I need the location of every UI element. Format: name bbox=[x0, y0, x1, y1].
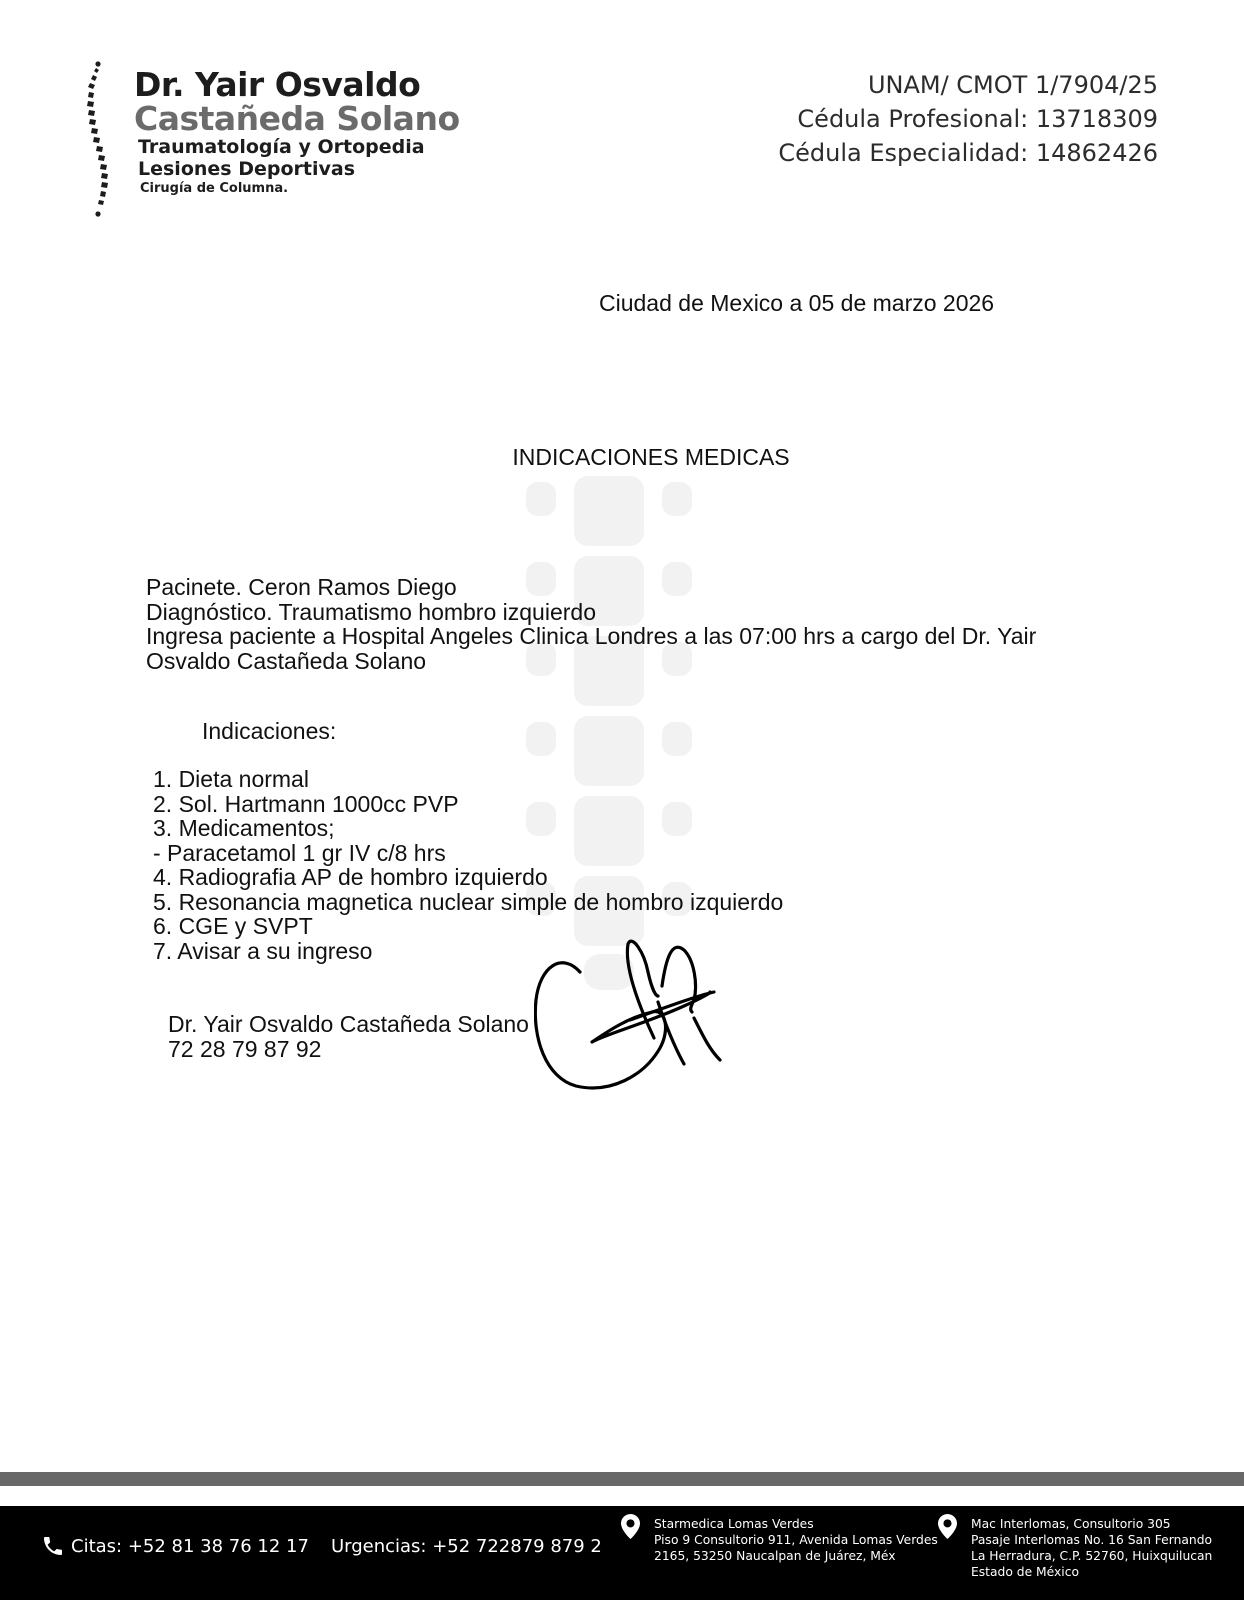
contact-phones bbox=[71, 1536, 602, 1557]
list-item: 6. CGE y SVPT bbox=[153, 913, 313, 939]
document-title: INDICACIONES MEDICAS bbox=[512, 444, 790, 470]
footer-stripe bbox=[0, 1472, 1244, 1486]
spine-logo-icon bbox=[84, 58, 118, 222]
address-interlomas bbox=[971, 1516, 1212, 1580]
specialty-sports-injuries: Lesiones Deportivas bbox=[138, 158, 355, 180]
address-line: Mac Interlomas, Consultorio 305 bbox=[971, 1517, 1171, 1531]
location-pin-icon bbox=[621, 1514, 640, 1539]
list-item: 5. Resonancia magnetica nuclear simple de hombro izquierdo bbox=[153, 888, 784, 915]
address-starmedica bbox=[654, 1516, 938, 1564]
specialty-traumatology: Traumatología y Ortopedia bbox=[138, 136, 425, 158]
address-line: Piso 9 Consultorio 911, Avenida Lomas Verdes bbox=[654, 1533, 938, 1547]
address-line: Starmedica Lomas Verdes bbox=[654, 1517, 814, 1531]
list-item: 1. Dieta normal bbox=[153, 766, 309, 792]
credential-cmot: UNAM/ CMOT 1/7904/25 bbox=[867, 71, 1158, 99]
specialty-spine-surgery: Cirugía de Columna. bbox=[140, 181, 289, 196]
doctor-name-line-2: Castañeda Solano bbox=[134, 99, 460, 138]
address-line: 2165, 53250 Naucalpan de Juárez, Méx bbox=[654, 1549, 896, 1563]
footer-bar bbox=[0, 1506, 1244, 1600]
list-item: 7. Avisar a su ingreso bbox=[153, 937, 373, 964]
list-item: 2. Sol. Hartmann 1000cc PVP bbox=[153, 790, 459, 817]
credential-professional-license: Cédula Profesional: 13718309 bbox=[797, 105, 1158, 133]
diagnosis: Diagnóstico. Traumatismo hombro izquierdo bbox=[146, 598, 596, 625]
list-item: 3. Medicamentos; bbox=[153, 815, 335, 841]
credentials-block bbox=[778, 68, 1158, 170]
address-line: Estado de México bbox=[971, 1565, 1079, 1579]
document-date: Ciudad de Mexico a 05 de marzo 2026 bbox=[599, 290, 995, 316]
list-item: 4. Radiografia AP de hombro izquierdo bbox=[153, 864, 548, 890]
handwritten-signature bbox=[534, 938, 744, 1114]
list-item: - Paracetamol 1 gr IV c/8 hrs bbox=[153, 839, 446, 866]
indications-list bbox=[153, 767, 783, 963]
address-line: Pasaje Interlomas No. 16 San Fernando bbox=[971, 1533, 1213, 1547]
indications-heading: Indicaciones: bbox=[202, 718, 337, 744]
phone-icon bbox=[41, 1534, 65, 1558]
patient-info-block bbox=[146, 575, 1126, 673]
doctor-name-line-1: Dr. Yair Osvaldo bbox=[134, 65, 421, 104]
emergency-phone: Urgencias: +52 722879 879 2 bbox=[330, 1536, 602, 1557]
credential-specialty-license: Cédula Especialidad: 14862426 bbox=[778, 139, 1158, 167]
patient-name: Pacinete. Ceron Ramos Diego bbox=[146, 574, 457, 600]
admission-note: Ingresa paciente a Hospital Angeles Clinica Londres a las 07:00 hrs a cargo del Dr. Yair Osvaldo Castañeda Solano bbox=[146, 623, 1037, 674]
address-line: La Herradura, C.P. 52760, Huixquilucan bbox=[971, 1549, 1213, 1563]
letterhead-brand bbox=[134, 65, 460, 197]
signer-block bbox=[168, 1012, 529, 1062]
location-pin-icon bbox=[938, 1514, 957, 1539]
signer-name: Dr. Yair Osvaldo Castañeda Solano bbox=[168, 1011, 529, 1037]
signer-phone: 72 28 79 87 92 bbox=[168, 1036, 322, 1062]
appointments-phone: Citas: +52 81 38 76 12 17 bbox=[71, 1536, 309, 1557]
